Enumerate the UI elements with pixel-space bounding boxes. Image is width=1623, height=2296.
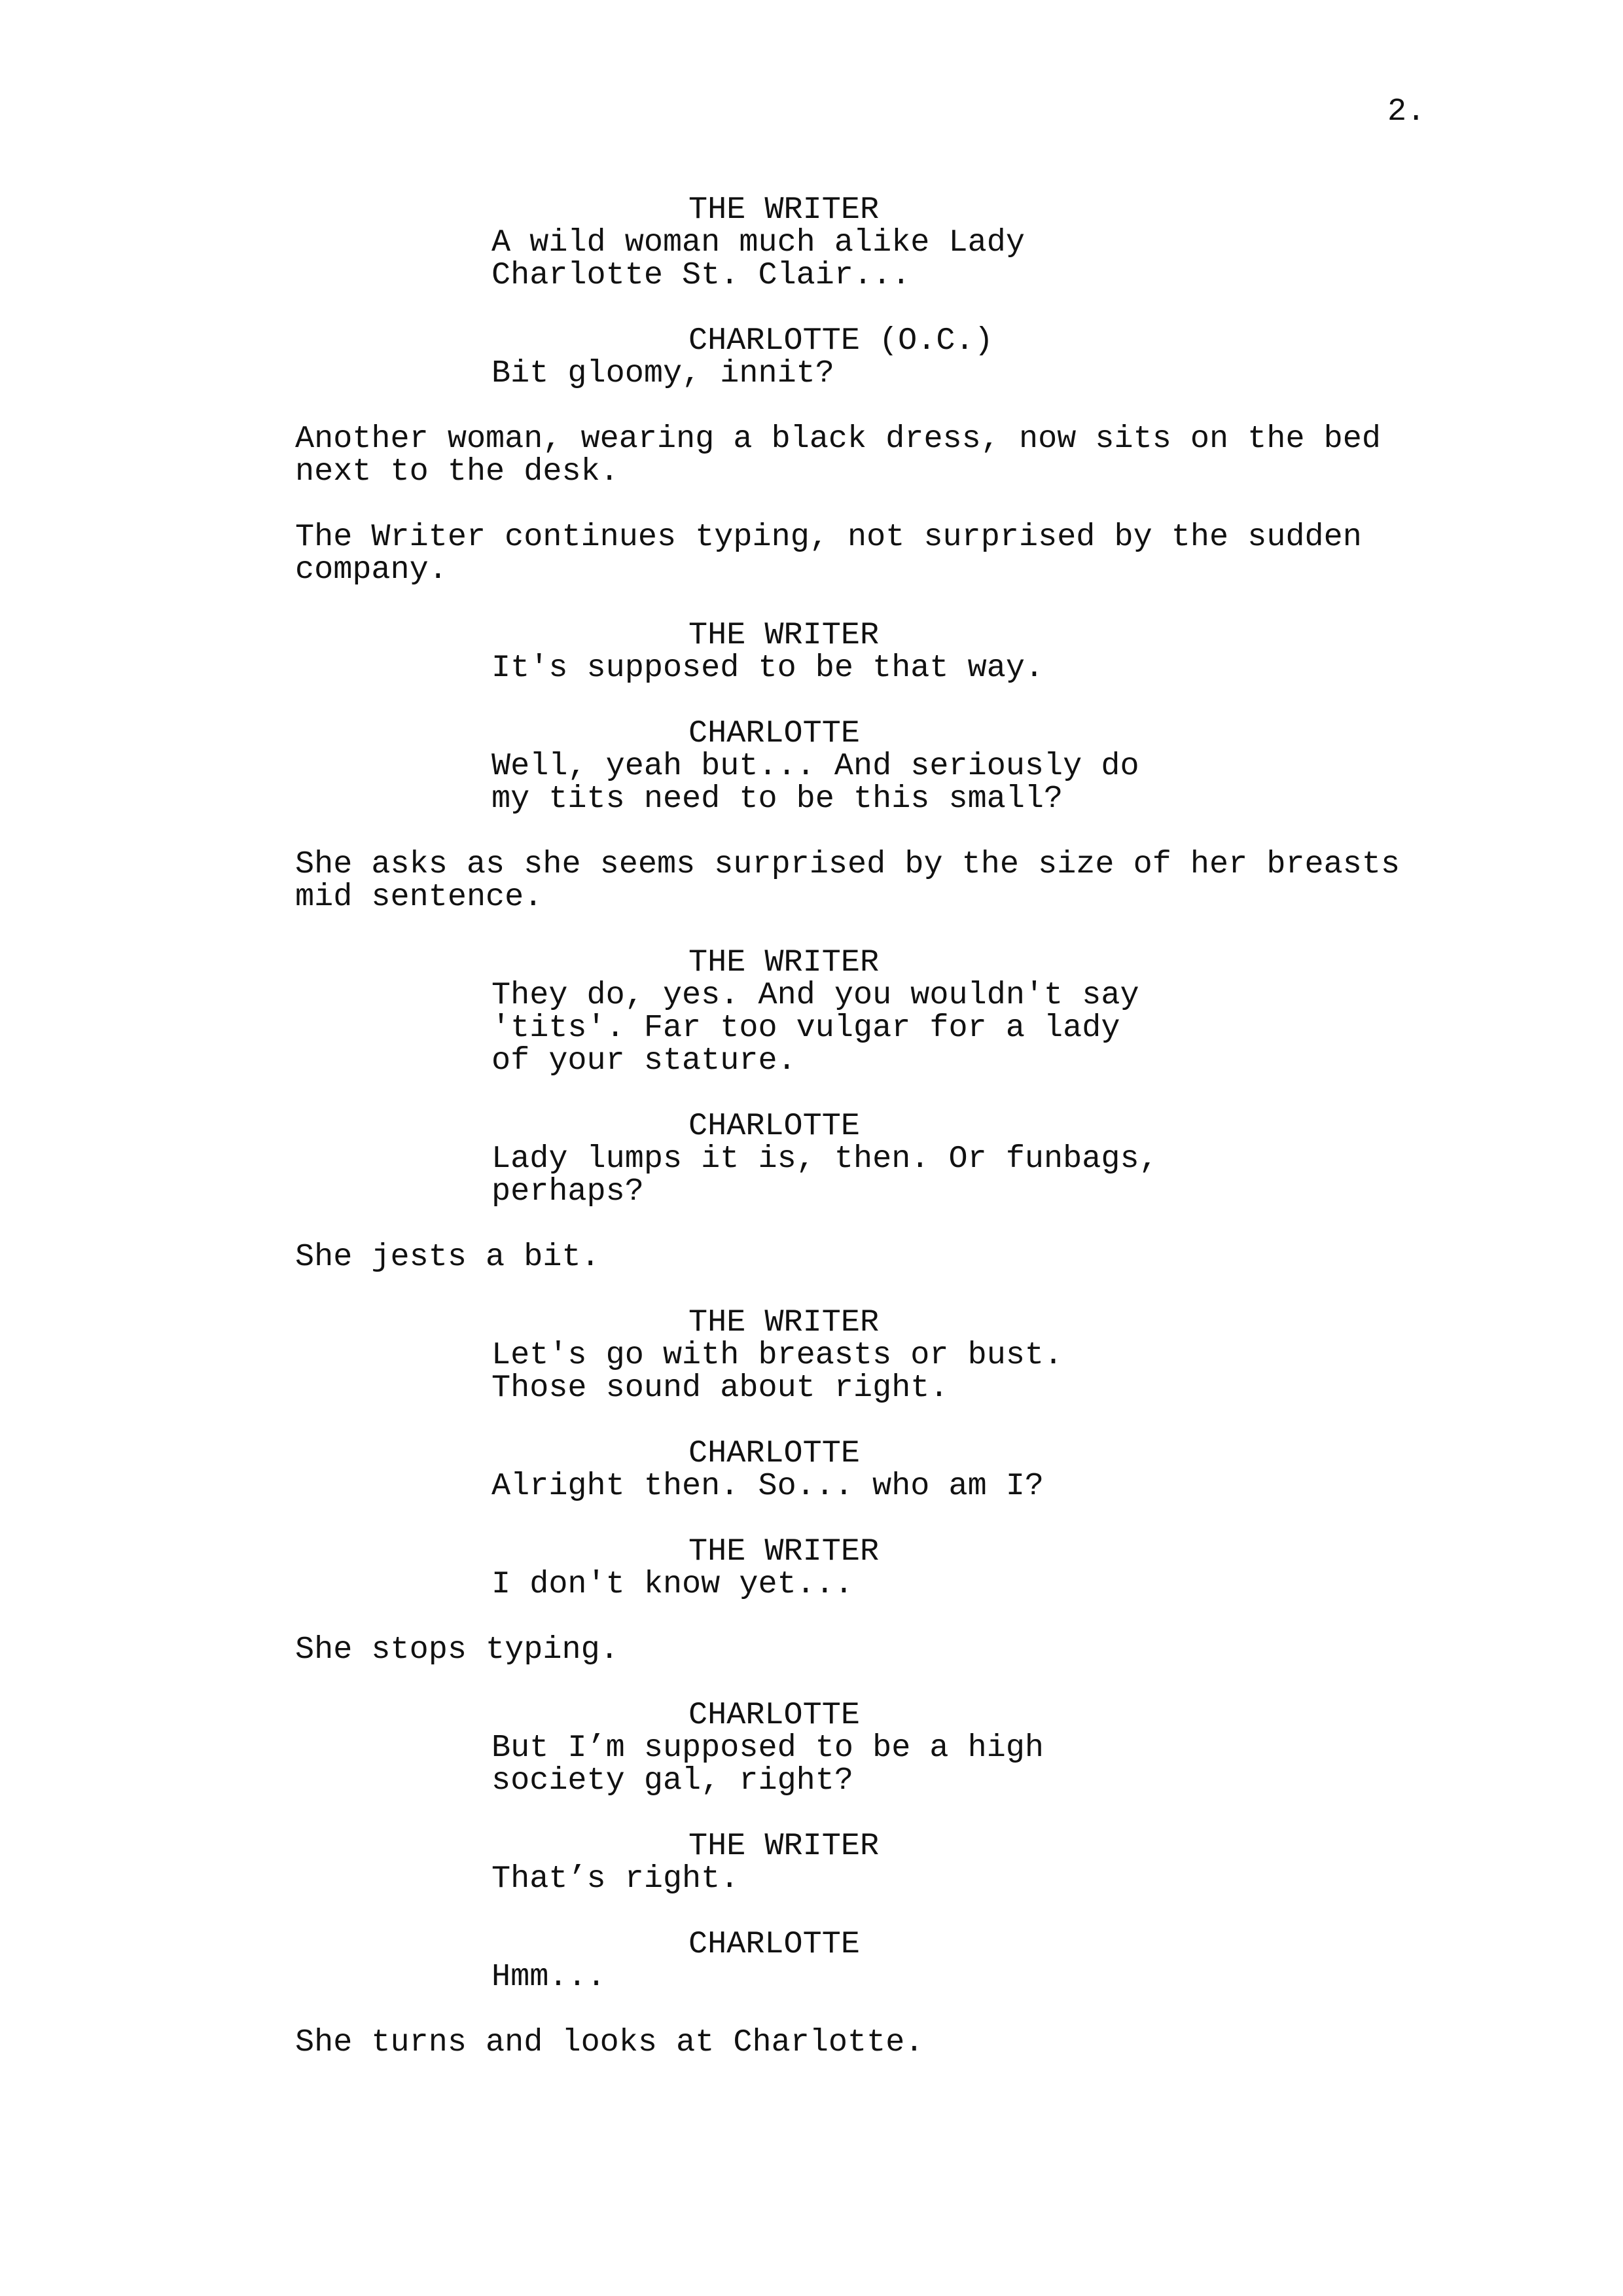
dialogue-block [491,652,1044,685]
dialogue-line: of your stature. [491,1043,796,1079]
character-cue: CHARLOTTE [688,715,860,751]
dialogue-block [491,357,834,390]
character-cue: THE WRITER [688,1534,880,1570]
action-line: She turns and looks at Charlotte. [295,2024,924,2060]
character-cue: THE WRITER [688,617,880,653]
dialogue-block [491,226,1025,292]
dialogue-block [491,1470,1044,1503]
action-block [295,1634,619,1666]
dialogue-line: Bit gloomy, innit? [491,355,834,391]
dialogue-block [491,1732,1044,1797]
dialogue-block [491,1961,606,1994]
character-cue: CHARLOTTE [688,1108,860,1144]
dialogue-block [491,1143,1158,1208]
dialogue-line: my tits need to be this small? [491,781,1063,817]
character-cue: CHARLOTTE [688,1697,860,1733]
dialogue-line: 'tits'. Far too vulgar for a lady [491,1010,1120,1046]
character-cue: THE WRITER [688,192,880,228]
action-line: Another woman, wearing a black dress, now sits on the bed [295,421,1381,457]
action-block [295,848,1400,914]
action-line: She jests a bit. [295,1239,600,1275]
dialogue-line: Those sound about right. [491,1370,949,1406]
action-block [295,423,1381,488]
action-line: mid sentence. [295,879,543,915]
dialogue-line: They do, yes. And you wouldn't say [491,977,1139,1013]
dialogue-block [491,979,1139,1077]
character-cue: THE WRITER [688,944,880,980]
dialogue-line: Charlotte St. Clair... [491,257,911,293]
dialogue-line: Well, yeah but... And seriously do [491,748,1139,784]
action-line: The Writer continues typing, not surprised by the sudden [295,519,1362,555]
action-block [295,1241,600,1274]
character-cue: CHARLOTTE [688,1435,860,1471]
action-line: She asks as she seems surprised by the size of her breasts [295,846,1400,882]
dialogue-line: That’s right. [491,1861,740,1897]
dialogue-line: Alright then. So... who am I? [491,1468,1044,1504]
dialogue-line: perhaps? [491,1174,644,1210]
action-line: She stops typing. [295,1632,619,1668]
dialogue-line: Lady lumps it is, then. Or funbags, [491,1141,1158,1177]
dialogue-line: I don't know yet... [491,1566,853,1602]
page-number: 2. [1387,94,1426,130]
dialogue-block [491,750,1139,816]
character-cue: THE WRITER [688,1304,880,1340]
dialogue-block [491,1863,739,1895]
dialogue-line: A wild woman much alike Lady [491,224,1025,260]
dialogue-line: Hmm... [491,1959,606,1995]
character-cue: CHARLOTTE [688,1926,860,1962]
dialogue-line: But I’m supposed to be a high [491,1730,1044,1766]
character-cue: CHARLOTTE (O.C.) [688,323,993,359]
dialogue-line: It's supposed to be that way. [491,650,1044,686]
action-block [295,521,1362,586]
action-line: company. [295,552,448,588]
dialogue-line: society gal, right? [491,1763,853,1799]
action-block [295,2026,923,2059]
dialogue-line: Let's go with breasts or bust. [491,1337,1063,1373]
dialogue-block [491,1568,853,1601]
dialogue-block [491,1339,1063,1405]
action-line: next to the desk. [295,454,619,490]
character-cue: THE WRITER [688,1828,880,1864]
